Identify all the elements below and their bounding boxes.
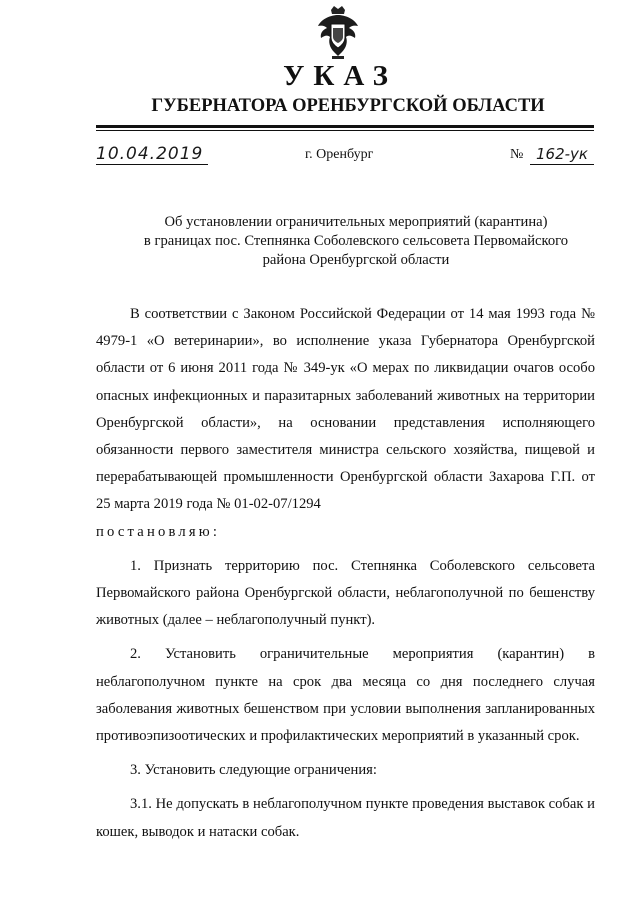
heading-line: Об установлении ограничительных мероприятий (карантина) [164, 214, 548, 230]
decree-word: постановляю: [96, 523, 221, 540]
decree-body [96, 301, 595, 846]
coat-of-arms-icon [316, 6, 360, 60]
decree-heading [110, 213, 602, 270]
header-divider [96, 125, 594, 128]
preamble-paragraph: В соответствии с Законом Российской Федерации от 14 мая 1993 года № 4979-1 «О ветеринарии», во исполнение указа Губернатора Оренбургской области от 6 июня 2011 года № 349-ук «О мерах по ликвидации очагов особо опасных инфекционных и паразитарных заболеваний животных на территории Оренбургской области», на основании представления исполняющего обязанности первого заместителя министра сельского хозяйства, пищевой и перерабатывающей промышленности Оренбургской области Захарова Г.П. от 25 марта 2019 года № 01-02-07/1294 [96, 306, 595, 513]
city-label: г. Оренбург [305, 147, 374, 162]
item-2-paragraph: 2. Установить ограничительные мероприятия (карантин) в неблагополучном пункте на срок два месяца со дня последнего случая заболевания животных бешенством при условии выполнения запланированных противоэпизоотических и профилактических мероприятий в указанный срок. [96, 646, 595, 745]
heading-line: района Оренбургской области [262, 252, 450, 268]
document-subtitle: ГУБЕРНАТОРА ОРЕНБУРГСКОЙ ОБЛАСТИ [151, 96, 545, 116]
item-3-1-paragraph: 3.1. Не допускать в неблагополучном пункте проведения выставок собак и кошек, выводок и натаски собак. [96, 796, 595, 840]
item-1-paragraph: 1. Признать территорию пос. Степнянка Соболевского сельсовета Первомайского района Оренбургской области, неблагополучной по бешенству животных (далее – неблагополучный пункт). [96, 557, 595, 629]
header-divider-thin [96, 130, 594, 131]
heading-line: в границах пос. Степнянка Соболевского сельсовета Первомайского [143, 233, 569, 249]
decree-number: 162-ук [530, 144, 594, 165]
item-3-paragraph: 3. Установить следующие ограничения: [130, 762, 377, 779]
decree-date: 10.04.2019 [96, 144, 208, 165]
number-label: № [510, 147, 524, 162]
document-title: УКАЗ [283, 60, 397, 92]
